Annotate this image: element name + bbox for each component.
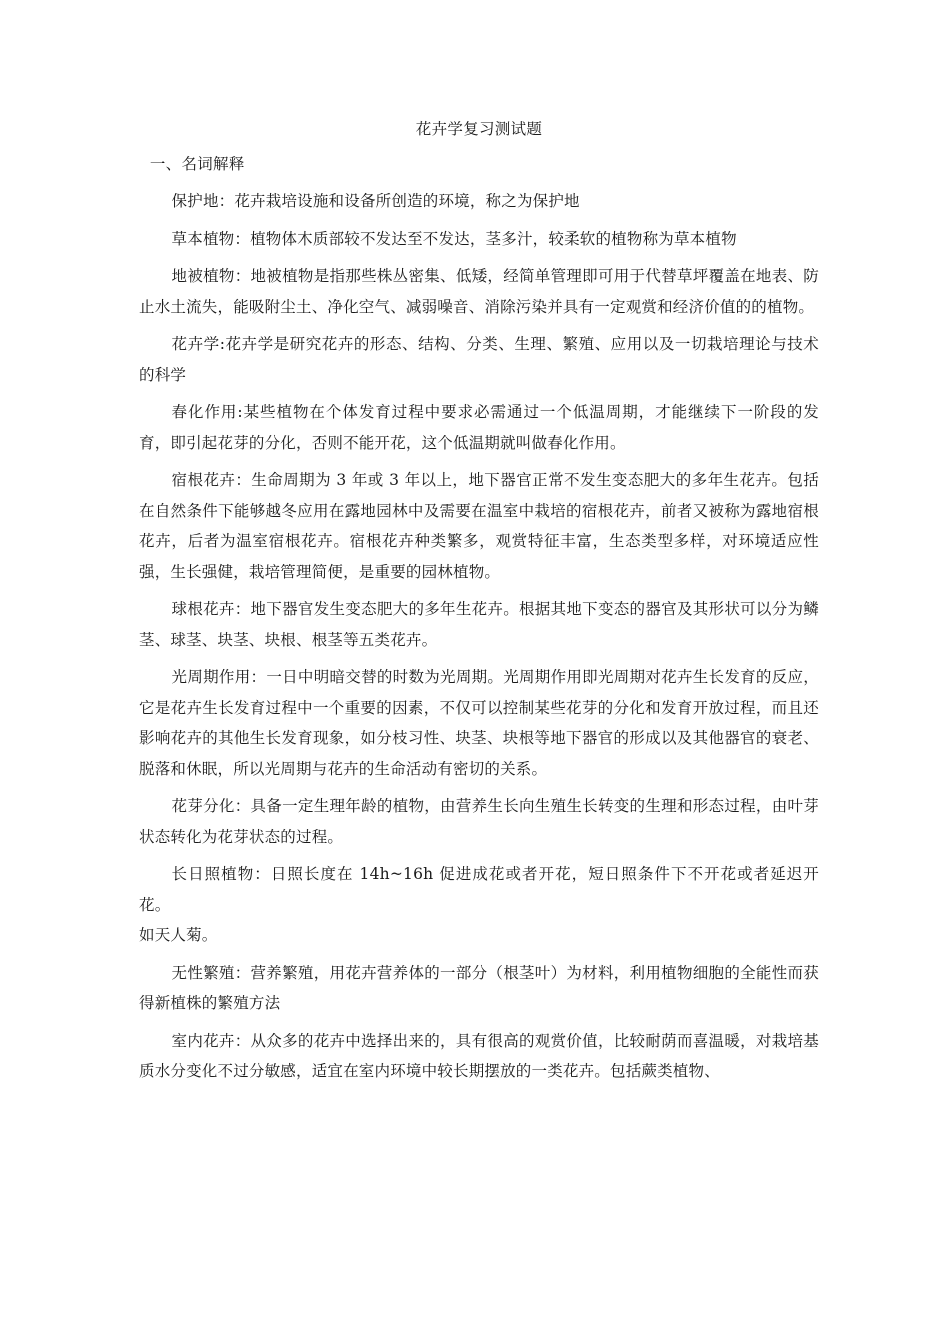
definition-text: 某些植物在个体发育过程中要求必需通过一个低温周期，才能继续下一阶段的发育，即引起花芽的分化，否则不能开花，这个低温期就叫做春化作用。 [139,403,819,452]
definition-paragraph [139,958,819,1019]
definition-text: 地被植物是指那些株丛密集、低矮，经简单管理即可用于代替草坪覆盖在地表、防止水土流失，能吸附尘土、净化空气、减弱噪音、消除污染并具有一定观赏和经济价值的的植物。 [139,267,819,316]
definition-text: 花卉栽培设施和设备所创造的环境，称之为保护地 [234,192,580,210]
definition-text: 日照长度在 14h~16h 促进成花或者开花，短日照条件下不开花或者延迟开花。 [139,865,820,914]
definition-text: 从众多的花卉中选择出来的，具有很高的观赏价值，比较耐荫而喜温暖，对栽培基质水分变化不过分敏感，适宜在室内环境中较长期摆放的一类花卉。包括蕨类植物、 [139,1031,819,1080]
term-label: 保护地： [171,192,235,210]
definition-text: 具备一定生理年龄的植物，由营养生长向生殖生长转变的生理和形态过程，由叶芽状态转化为花芽状态的过程。 [139,797,819,846]
term-label: 室内花卉： [171,1031,251,1050]
definition-paragraph [139,859,819,920]
term-label: 长日照植物： [171,865,271,883]
definition-text: 花卉学是研究花卉的形态、结构、分类、生理、繁殖、应用以及一切栽培理论与技术的科学 [139,335,819,384]
term-label: 光周期作用： [171,668,267,686]
term-label: 花卉学: [171,335,226,353]
definition-paragraph [139,594,819,655]
note-line: 如天人菊。 [139,926,218,944]
definition-paragraph [139,261,819,322]
definition-paragraph [139,1026,819,1087]
definition-paragraph [139,224,819,255]
definition-paragraph [139,791,819,852]
definition-text: 生命周期为 3 年或 3 年以上，地下器官正常不发生变态肥大的多年生花卉。包括在自然条件下能够越冬应用在露地园林中及需要在温室中栽培的宿根花卉，前者又被称为露地宿根花卉，后者为温室宿根花卉。宿根花卉种类繁多，观赏特征丰富，生态类型多样，对环境适应性强，生长强健，栽培管理简便，是重要的园林植物。 [139,471,819,581]
document-body [139,114,819,1094]
term-label: 宿根花卉： [171,471,252,489]
term-label: 花芽分化： [171,797,251,815]
definition-text: 地下器官发生变态肥大的多年生花卉。根据其地下变态的器官及其形状可以分为鳞茎、球茎、块茎、块根、根茎等五类花卉。 [139,600,819,649]
definition-text: 一日中明暗交替的时数为光周期。光周期作用即光周期对花卉生长发育的反应，它是花卉生长发育过程中一个重要的因素，不仅可以控制某些花芽的分化和发育开放过程，而且还影响花卉的其他生长发育现象，如分枝习性、块茎、块根等地下器官的形成以及其他器官的衰老、脱落和休眠，所以光周期与花卉的生命活动有密切的关系。 [139,668,819,778]
definition-paragraph [139,465,819,587]
definition-text: 植物体木质部较不发达至不发达，茎多汁，较柔软的植物称为草本植物 [250,229,737,248]
document-title: 花卉学复习测试题 [415,120,543,138]
definition-paragraph [139,186,819,217]
definition-text: 营养繁殖，用花卉营养体的一部分（根茎叶）为材料，利用植物细胞的全能性而获得新植株的繁殖方法 [139,963,819,1012]
term-label: 地被植物： [171,267,251,285]
term-label: 草本植物： [171,229,251,248]
term-label: 春化作用: [171,403,243,421]
definition-paragraph [139,397,819,458]
definition-paragraph [139,329,819,390]
term-label: 无性繁殖： [171,963,251,982]
section-heading: 一、名词解释 [149,154,245,173]
definition-paragraph [139,662,819,784]
term-label: 球根花卉： [171,600,251,618]
